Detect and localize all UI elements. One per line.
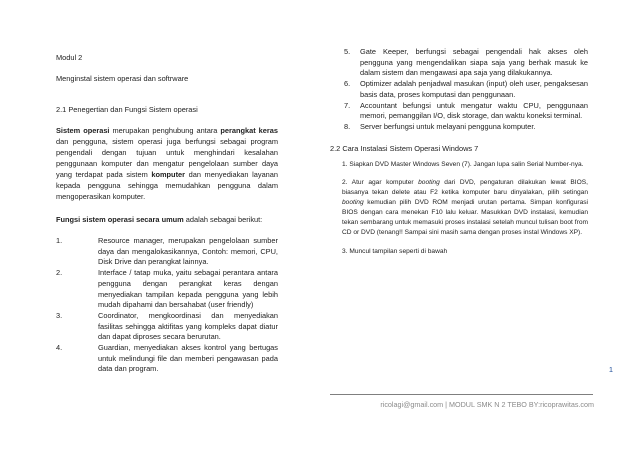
page-number: 1 (608, 365, 613, 374)
list-item: 1. Resource manager, merupakan pengelolaan sumber daya dan mengalokasikannya, Contoh: memori, CPU, Disk Drive dan perangkat lainnya. (56, 236, 278, 267)
term-perangkat-keras: perangkat keras (220, 126, 278, 135)
module-label: Modul 2 (56, 53, 83, 62)
footer: ricolagi@gmail.com | MODUL SMK N 2 TEBO BY:ricoprawitas.com (380, 400, 594, 409)
functions-list-continued (346, 47, 588, 133)
left-column (56, 52, 278, 375)
term-sistem-operasi: Sistem operasi (56, 126, 110, 135)
step-3: 3. Muncul tampilan seperti di bawah (342, 247, 448, 255)
term-komputer: komputer (151, 170, 186, 179)
list-item: 2. Interface / tatap muka, yaitu sebagai perantara antara pengguna dengan perangkat keras dengan menyediakan tampilan kepada pengguna yang lebih mudah dipahami dan bersahabat (user friendly) (56, 268, 278, 310)
list-item: 7. Accountant befungsi untuk mengatur waktu CPU, penggunaan memori, pemanggilan I/O, disk storage, dan waktu koneksi terminal. (344, 100, 588, 121)
functions-list (56, 236, 278, 375)
list-item: 5. Gate Keeper, berfungsi sebagai pengendali hak akses oleh pengguna yang mengendalikan siapa saja yang berhak masuk ke dalam sistem dan mengawasi apa saja yang dilakukannya. (344, 47, 588, 78)
list-item: 8. Server berfungsi untuk melayani pengguna komputer. (344, 121, 536, 131)
list-item: 3. Coordinator, mengkoordinasi dan menyediakan fasilitas sehingga aktifitas yang kompleks dapat diatur dan dapat diproses secara berurutan. (56, 310, 278, 342)
list-item: 6. Optimizer adalah penjadwal masukan (input) oleh user, pengaksesan basis data, proses komputasi dan penggunaan. (344, 79, 588, 99)
section-heading-2-1: 2.1 Penegertian dan Fungsi Sistem operasi (56, 105, 198, 114)
functions-heading: Fungsi sistem operasi secara umum adalah sebagai berikut: (56, 215, 263, 224)
section-heading-2-2: 2.2 Cara Instalasi Sistem Operasi Windows 7 (330, 143, 479, 153)
install-steps (342, 160, 588, 257)
step-2: 2. Atur agar komputer booting dari DVD, pengaturan dilakukan lewat BIOS, biasanya tekan delete atau F2 ketika komputer baru dinyalakan, pilih setingan booting kemudian pilih DVD ROM menjadi urutan pertama. Simpan konfigurasi BIOS dengan cara menekan F10 lalu keluar. Masukkan DVD instalasi, kemudian tekan sembarang untuk memasuki proses instalasi setelah muncul tulisan boot from CD or DVD (tenang!! Sampai sini masih sama dengan proses instal Windows XP). (342, 178, 588, 236)
footer-divider (330, 394, 593, 395)
list-item: 4. Guardian, menyediakan akses kontrol yang bertugas untuk melindungi file dan memberi pengawasan pada data dan program. (56, 343, 278, 374)
step-1: 1. Siapkan DVD Master Windows Seven (7). Jangan lupa salin Serial Number-nya. (342, 160, 584, 168)
right-column (330, 47, 588, 257)
module-subtitle: Menginstal sistem operasi dan softrware (56, 74, 189, 83)
definition-paragraph: Sistem operasi merupakan penghubung antara perangkat keras dan pengguna, sistem operasi juga berfungsi sebagai program pengendali dengan tujuan untuk menghindari kesalahan penggunaan komputer dan mengatur pengelolaan sumber daya yang terdapat pada sistem komputer dan menyediakan layanan kepada pengguna sehingga memudahkan pengguna dalam mengoperasikan komputer. (56, 126, 279, 201)
